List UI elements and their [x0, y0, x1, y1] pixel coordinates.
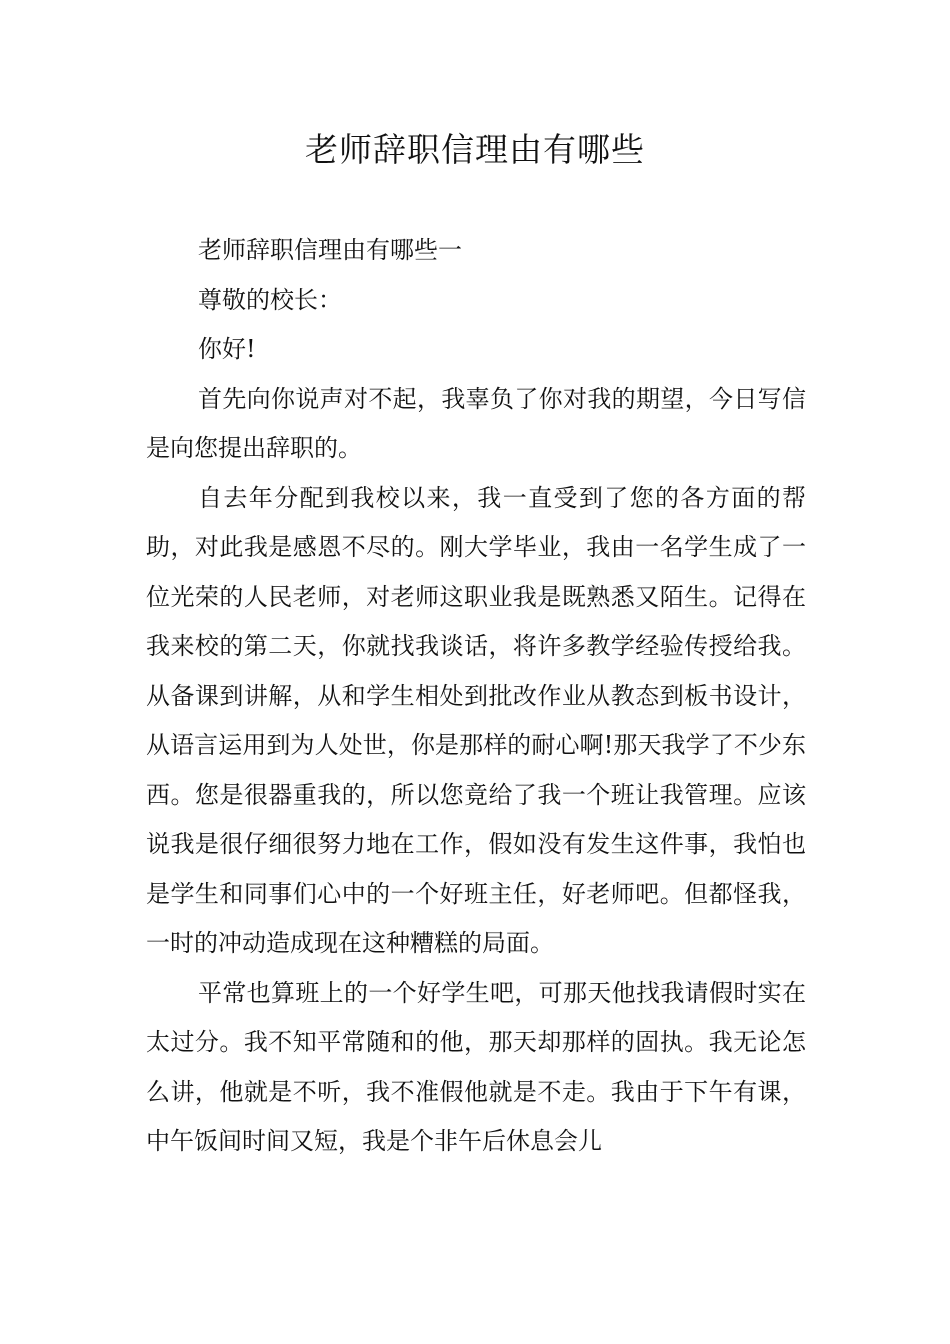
paragraph-heading-line: 老师辞职信理由有哪些一 [198, 236, 462, 264]
document-body [146, 226, 806, 1167]
paragraph-apology: 首先向你说声对不起，我辜负了你对我的期望，今日写信是向您提出辞职的。 [146, 384, 806, 462]
paragraph-gratitude: 自去年分配到我校以来，我一直受到了您的各方面的帮助，对此我是感恩不尽的。刚大学毕业，我由一名学生成了一位光荣的人民老师，对老师这职业我是既熟悉又陌生。记得在我来校的第二天，你就找我谈话，将许多教学经验传授给我。从备课到讲解，从和学生相处到批改作业从教态到板书设计，从语言运用到为人处世，你是那样的耐心啊!那天我学了不少东西。您是很器重我的，所以您竟给了我一个班让我管理。应该说我是很仔细很努力地在工作，假如没有发生这件事，我怕也是学生和同事们心中的一个好班主任，好老师吧。但都怪我，一时的冲动造成现在这种糟糕的局面。 [146, 483, 806, 957]
document-title: 老师辞职信理由有哪些 [305, 130, 645, 169]
paragraph-salutation: 尊敬的校长： [198, 285, 342, 314]
paragraph-incident: 平常也算班上的一个好学生吧，可那天他找我请假时实在太过分。我不知平常随和的他，那天却那样的固执。我无论怎么讲，他就是不听，我不准假他就是不走。我由于下午有课，中午饭间时间又短，我是个非午后休息会儿 [146, 978, 806, 1155]
paragraph-greeting: 你好! [198, 335, 256, 363]
